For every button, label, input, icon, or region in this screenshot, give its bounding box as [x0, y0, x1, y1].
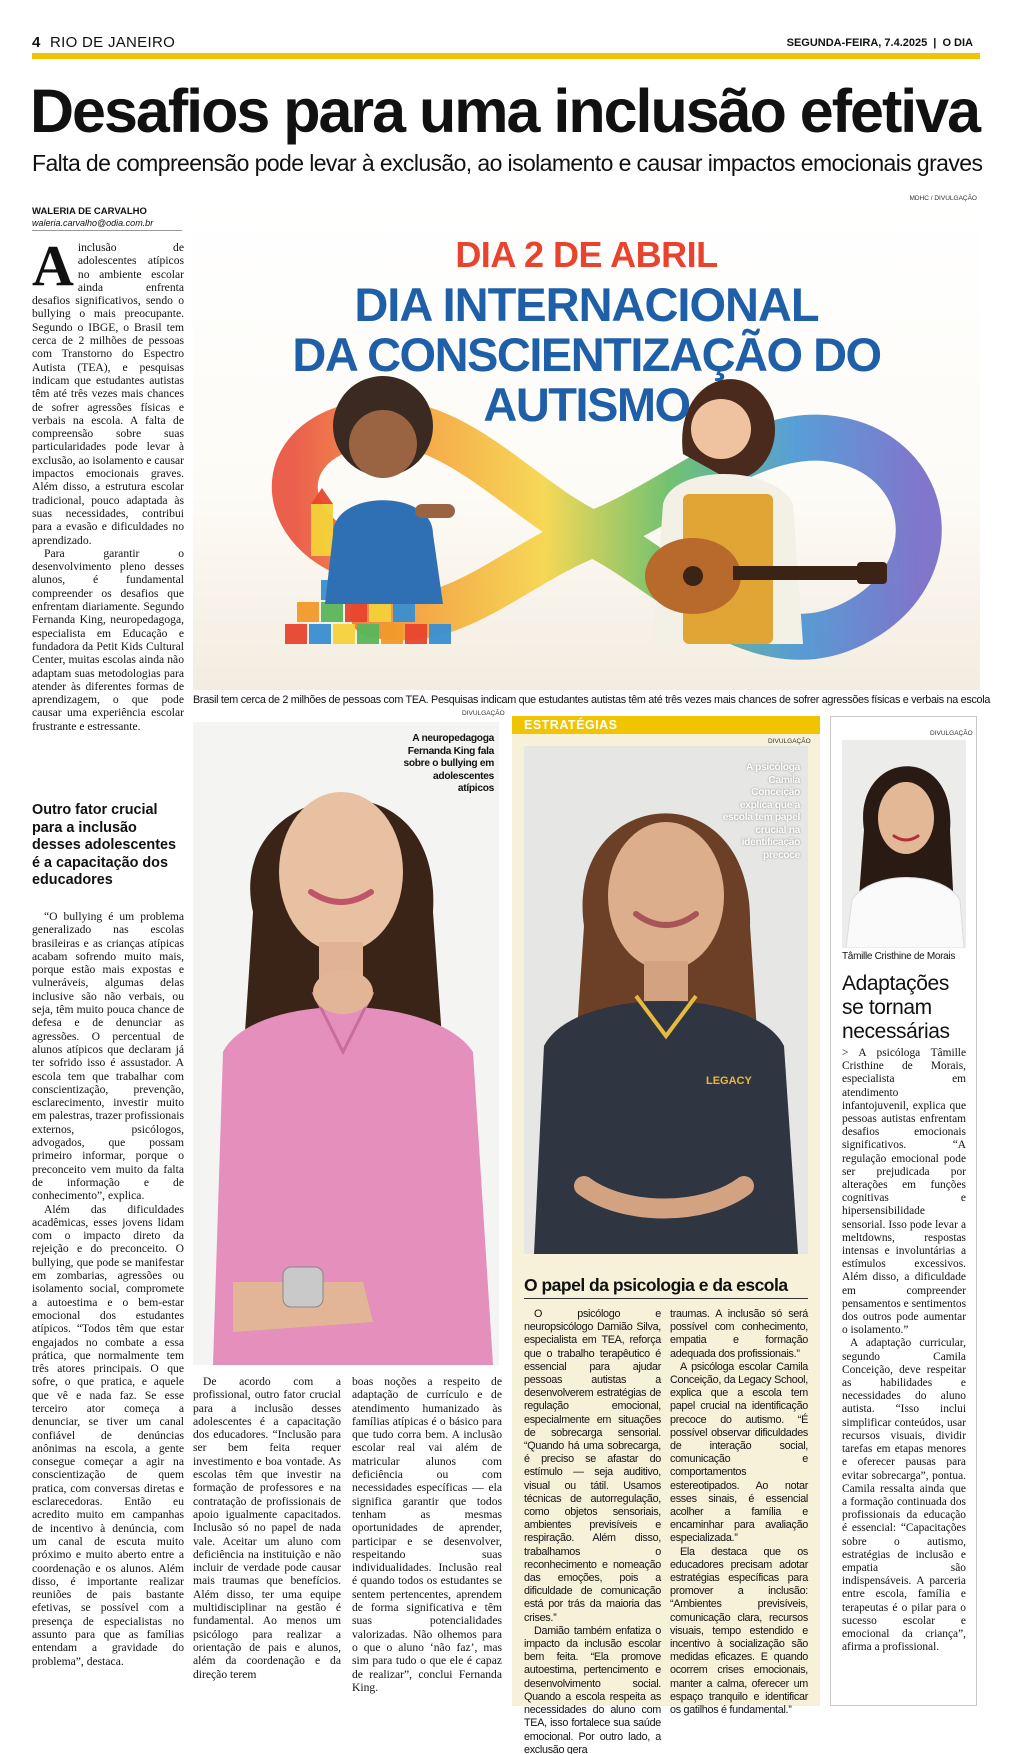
section-name: RIO DE JANEIRO	[50, 34, 176, 51]
photo-fernanda-king	[193, 722, 499, 1365]
infinity-rainbow-illustration	[193, 204, 980, 690]
strategies-paragraph-1: O psicólogo e neuropsicólogo Damião Silva, especialista em TEA, reforça que o trabalho terapêutico é essencial para ajudar pessoas autistas a desenvolverem estratégias de regulação emocional, especialmente em situações de sobrecarga sensorial. “Quando há uma sobrecarga, é preciso se afastar do estímulo — seja auditivo, visual ou tátil. Usamos técnicas de autorregulação, como objetos sensoriais, ambientes previsíveis e respiração. Além disso, trabalhamos o reconhecimento e nomeação das emoções, pois a dificuldade de comunicação está por trás da maioria das crises.”	[524, 1308, 661, 1624]
headline: Desafios para uma inclusão efetiva	[30, 77, 980, 145]
strategies-paragraph-4: A psicóloga escolar Camila Conceição, da Legacy School, explica que a escola tem papel crucial na identificação precoce do autismo. “É possível observar dificuldades de interação social, comunicação e comportamentos estereotipados. Ao notar esses sinais, é essencial acolher a família e encaminhar para avaliação especializada.”	[670, 1360, 808, 1545]
issue-date: SEGUNDA-FEIRA, 7.4.2025	[786, 37, 928, 49]
sidebar-text	[842, 1047, 966, 1654]
sidebar-title: Adaptações se tornam necessárias	[842, 972, 950, 1043]
sidebar-paragraph-1: > A psicóloga Tâmille Cristhine de Morais, especialista em atendimento infantojuvenil, explica que pessoas autistas enfrentam desafios emocionais significativos. “A regulação emocional pode ser prejudicada por alterações em funções cognitivas e hipersensibilidade sensorial. Isso pode levar a meltdowns, respostas intensas e involuntárias a estímulos excessivos. Além disso, a dificuldade em compreender pensamentos e sentimentos dos outros pode aumentar o isolamento.”	[842, 1047, 967, 1337]
deck: Falta de compreensão pode levar à exclusão, ao isolamento e causar impactos emocionais graves	[32, 150, 983, 176]
strategies-column-1	[524, 1308, 661, 1754]
shirt-logo: LEGACY	[706, 1075, 752, 1087]
header-separator: |	[933, 37, 937, 49]
photo-camila-caption: A psicóloga Camila Conceição explica que a escola tem papel crucial na identificação precoce	[722, 762, 800, 861]
article-column-left-2	[32, 910, 184, 1668]
issue-date-line	[787, 37, 973, 49]
sidebar-paragraph-2: A adaptação curricular, segundo Camila Conceição, deve respeitar as habilidades e necessidades do aluno autista. “Isso inclui simplificar conteúdos, usar recursos visuais, dividir tarefas em etapas menores e oferecer pausas para evitar sobrecarga”, pontua. Camila ressalta ainda que a formação continuada dos profissionais da educação é essencial: “Capacitações sobre o autismo, estratégias de inclusão e empatia são indispensáveis. A parceria entre escola, família e terapeutas é o pilar para o sucesso escolar e emocional da criança”, afirma a profissional.	[842, 1337, 966, 1654]
header-rule	[32, 53, 980, 59]
article-column-middle-1	[193, 1375, 341, 1681]
article-column-middle-2	[352, 1375, 502, 1694]
photo-fernanda-credit: DIVULGAÇÃO	[462, 710, 505, 717]
strategies-paragraph-2: Damião também enfatiza o impacto da inclusão escolar bem feita. “Ela promove autoestima, pertencimento e desenvolvimento social. Quando a escola respeita as necessidades do aluno com TEA, isso fortalece sua saúde emocional. Por outro lado, a exclusão gera	[524, 1624, 661, 1754]
strategies-paragraph-3: traumas. A inclusão só será possível com conhecimento, empatia e formação adequada dos profissionais.”	[670, 1308, 808, 1360]
article-paragraph-5: De acordo com a profissional, outro fator crucial para a inclusão desses adolescentes é a capacitação dos educadores. “Inclusão para ser bem feita requer investimento e boa vontade. As escolas têm que investir na formação de professores e na contratação de profissionais de apoio igualmente capacitados. Inclusão só no papel de nada vale. Aceitar um aluno com deficiência na instituição e não incluir de verdade pode causar mais traumas que benefícios. Além disso, ter uma equipe multidisciplinar na gestão é fundamental. Ao menos um psicólogo para realizar a orientação de pais e alunos, além da coordenação e da direção terem	[193, 1375, 341, 1681]
page-number: 4	[32, 34, 41, 51]
article-paragraph-2: Para garantir o desenvolvimento pleno desses alunos, é fundamental compreender os desafios que enfrentam diariamente. Segundo Fernanda King, neuropedagoga, especialista em Educação e fundadora da Petit Kids Cultural Center, muitas escolas ainda não adaptam suas metodologias para atender às diferentes formas de aprendizagem, o que pode causar uma experiência escolar frustrante e estressante.	[32, 546, 184, 733]
strategies-rule	[524, 1298, 808, 1299]
photo-camila-credit: DIVULGAÇÃO	[768, 738, 811, 745]
hero-date-text: DIA 2 DE ABRIL	[455, 234, 718, 275]
portrait-woman-white-shirt	[842, 740, 966, 948]
photo-fernanda-caption: A neuropedagoga Fernanda King fala sobre o bullying em adolescentes atípicos	[403, 733, 494, 794]
strategies-paragraph-5: Ela destaca que os educadores precisam adotar estratégias específicas para promover a inclusão: “Ambientes previsíveis, comunicação clara, recursos visuais, tempo estendido e incentivo à socialização são medidas eficazes. E quando ocorrem crises emocionais, manter a calma, oferecer um espaço tranquilo e identificar os gatilhos é fundamental.”	[670, 1545, 808, 1717]
portrait-woman-pink-shirt	[193, 722, 499, 1365]
article-column-left	[32, 233, 184, 733]
hero-illustration	[193, 204, 980, 690]
hero-caption: Brasil tem cerca de 2 milhões de pessoas com TEA. Pesquisas indicam que estudantes autistas têm até três vezes mais chances de sofrer agressões físicas e verbais na escola	[193, 694, 991, 706]
hero-credit: MDHC / DIVULGAÇÃO	[909, 195, 977, 202]
strategies-column-2	[670, 1308, 808, 1717]
byline-email[interactable]: waleria.carvalho@odia.com.br	[32, 218, 154, 228]
photo-tamille-credit: DIVULGAÇÃO	[930, 730, 973, 737]
article-paragraph-1-text: inclusão de adolescentes atípicos no ambiente escolar ainda enfrenta desafios significativos, sendo o bullying o mais preocupante. Segundo o IBGE, o Brasil tem cerca de 2 milhões de pessoas com Transtorno do Espectro Autista (TEA), e pesquisas indicam que estudantes autistas têm até três vezes mais chances de sofrer agressões físicas e verbais na escola. A falta de compreensão sobre suas particularidades pode levar à exclusão, ao isolamento e causar impactos emocionais graves. Além disso, a estrutura escolar tradicional, pouco adaptada às suas necessidades, contribui para a evasão e dificuldades no aprendizado.	[32, 241, 184, 547]
strategies-tag: ESTRATÉGIAS	[524, 718, 618, 732]
article-subhead: Outro fator crucial para a inclusão desses adolescentes é a capacitação dos educadores	[32, 802, 176, 888]
newspaper-name: O DIA	[942, 37, 973, 49]
hero-title-line-1: DIA INTERNACIONAL	[354, 278, 819, 331]
article-paragraph-3: “O bullying é um problema generalizado nas escolas brasileiras e as crianças atípicas acabam sofrendo muito mais, porque estão mais expostas e vulneráveis, algumas delas inclusive são não verbais, ou seja, têm muito pouca chance de defesa e de denunciar as agressões. O percentual de alunos atípicos que declaram já ter sofrido isso é assustador. A escola tem que trabalhar com conscientização, prevenção, esclarecimento, investir muito em palestras, trazer profissionais externos, psicólogos, advogados, que possam primeiro informar, porque o preconceito vem muito da falta de informação e de conhecimento”, explica.	[32, 910, 184, 1203]
hero-title-line-2: DA CONSCIENTIZAÇÃO DO AUTISMO	[292, 328, 881, 431]
photo-tamille-caption: Tâmille Cristhine de Morais	[842, 951, 956, 962]
strategies-title: O papel da psicologia e da escola	[524, 1275, 788, 1295]
dropcap: A	[32, 233, 74, 298]
article-paragraph-1	[32, 233, 184, 547]
byline-rule	[32, 230, 182, 231]
article-paragraph-4: Além das dificuldades acadêmicas, esses jovens lidam com o impacto direto da rejeição e do preconceito. O bullying, que pode se manifestar em zombarias, agressões ou isolamento social, compromete a autoestima e o bem-estar emocional dos estudantes atípicos. “Todos têm que estar engajados no combate a essa prática, que normalmente tem três atores principais. O que sofre, o que pratica, e aquele que vê e nada faz. Se esse terceiro ator começa a denunciar, se tiver um canal confiável de denúncias anônimas na escola, a gente consegue começar a agir na conscientização de quem pratica, com conversas diretas e esclarecedoras. Então eu acredito muito em campanhas de incentivo à denúncia, com um canal de escuta muito próximo e muito aberto entre a coordenação e os alunos. Além disso, é importante realizar reuniões de pais bastante efetivas, se possível com a presença de especialistas no assunto para que as famílias entendam a gravidade do problema”, destaca.	[32, 1202, 184, 1668]
byline-name: WALERIA DE CARVALHO	[32, 206, 147, 217]
article-paragraph-5-continued: boas noções a respeito de adaptação de currículo e de atendimento humanizado às famílias atípicas é o básico para que tudo corra bem. A inclusão escolar real vai além de matricular alunos com deficiência ou com necessidades específicas — ela significa garantir que todos tenham as mesmas oportunidades de aprender, participar e se desenvolver, respeitando suas individualidades. Inclusão real é quando todos os estudantes se sentem pertencentes, aprendem de forma significativa e têm suas potencialidades valorizadas. Não olhemos para o que o aluno ‘não faz’, mas sim para tudo o que ele é capaz de realizar”, conclui Fernanda King.	[352, 1375, 502, 1694]
photo-tamille-morais	[842, 740, 966, 948]
